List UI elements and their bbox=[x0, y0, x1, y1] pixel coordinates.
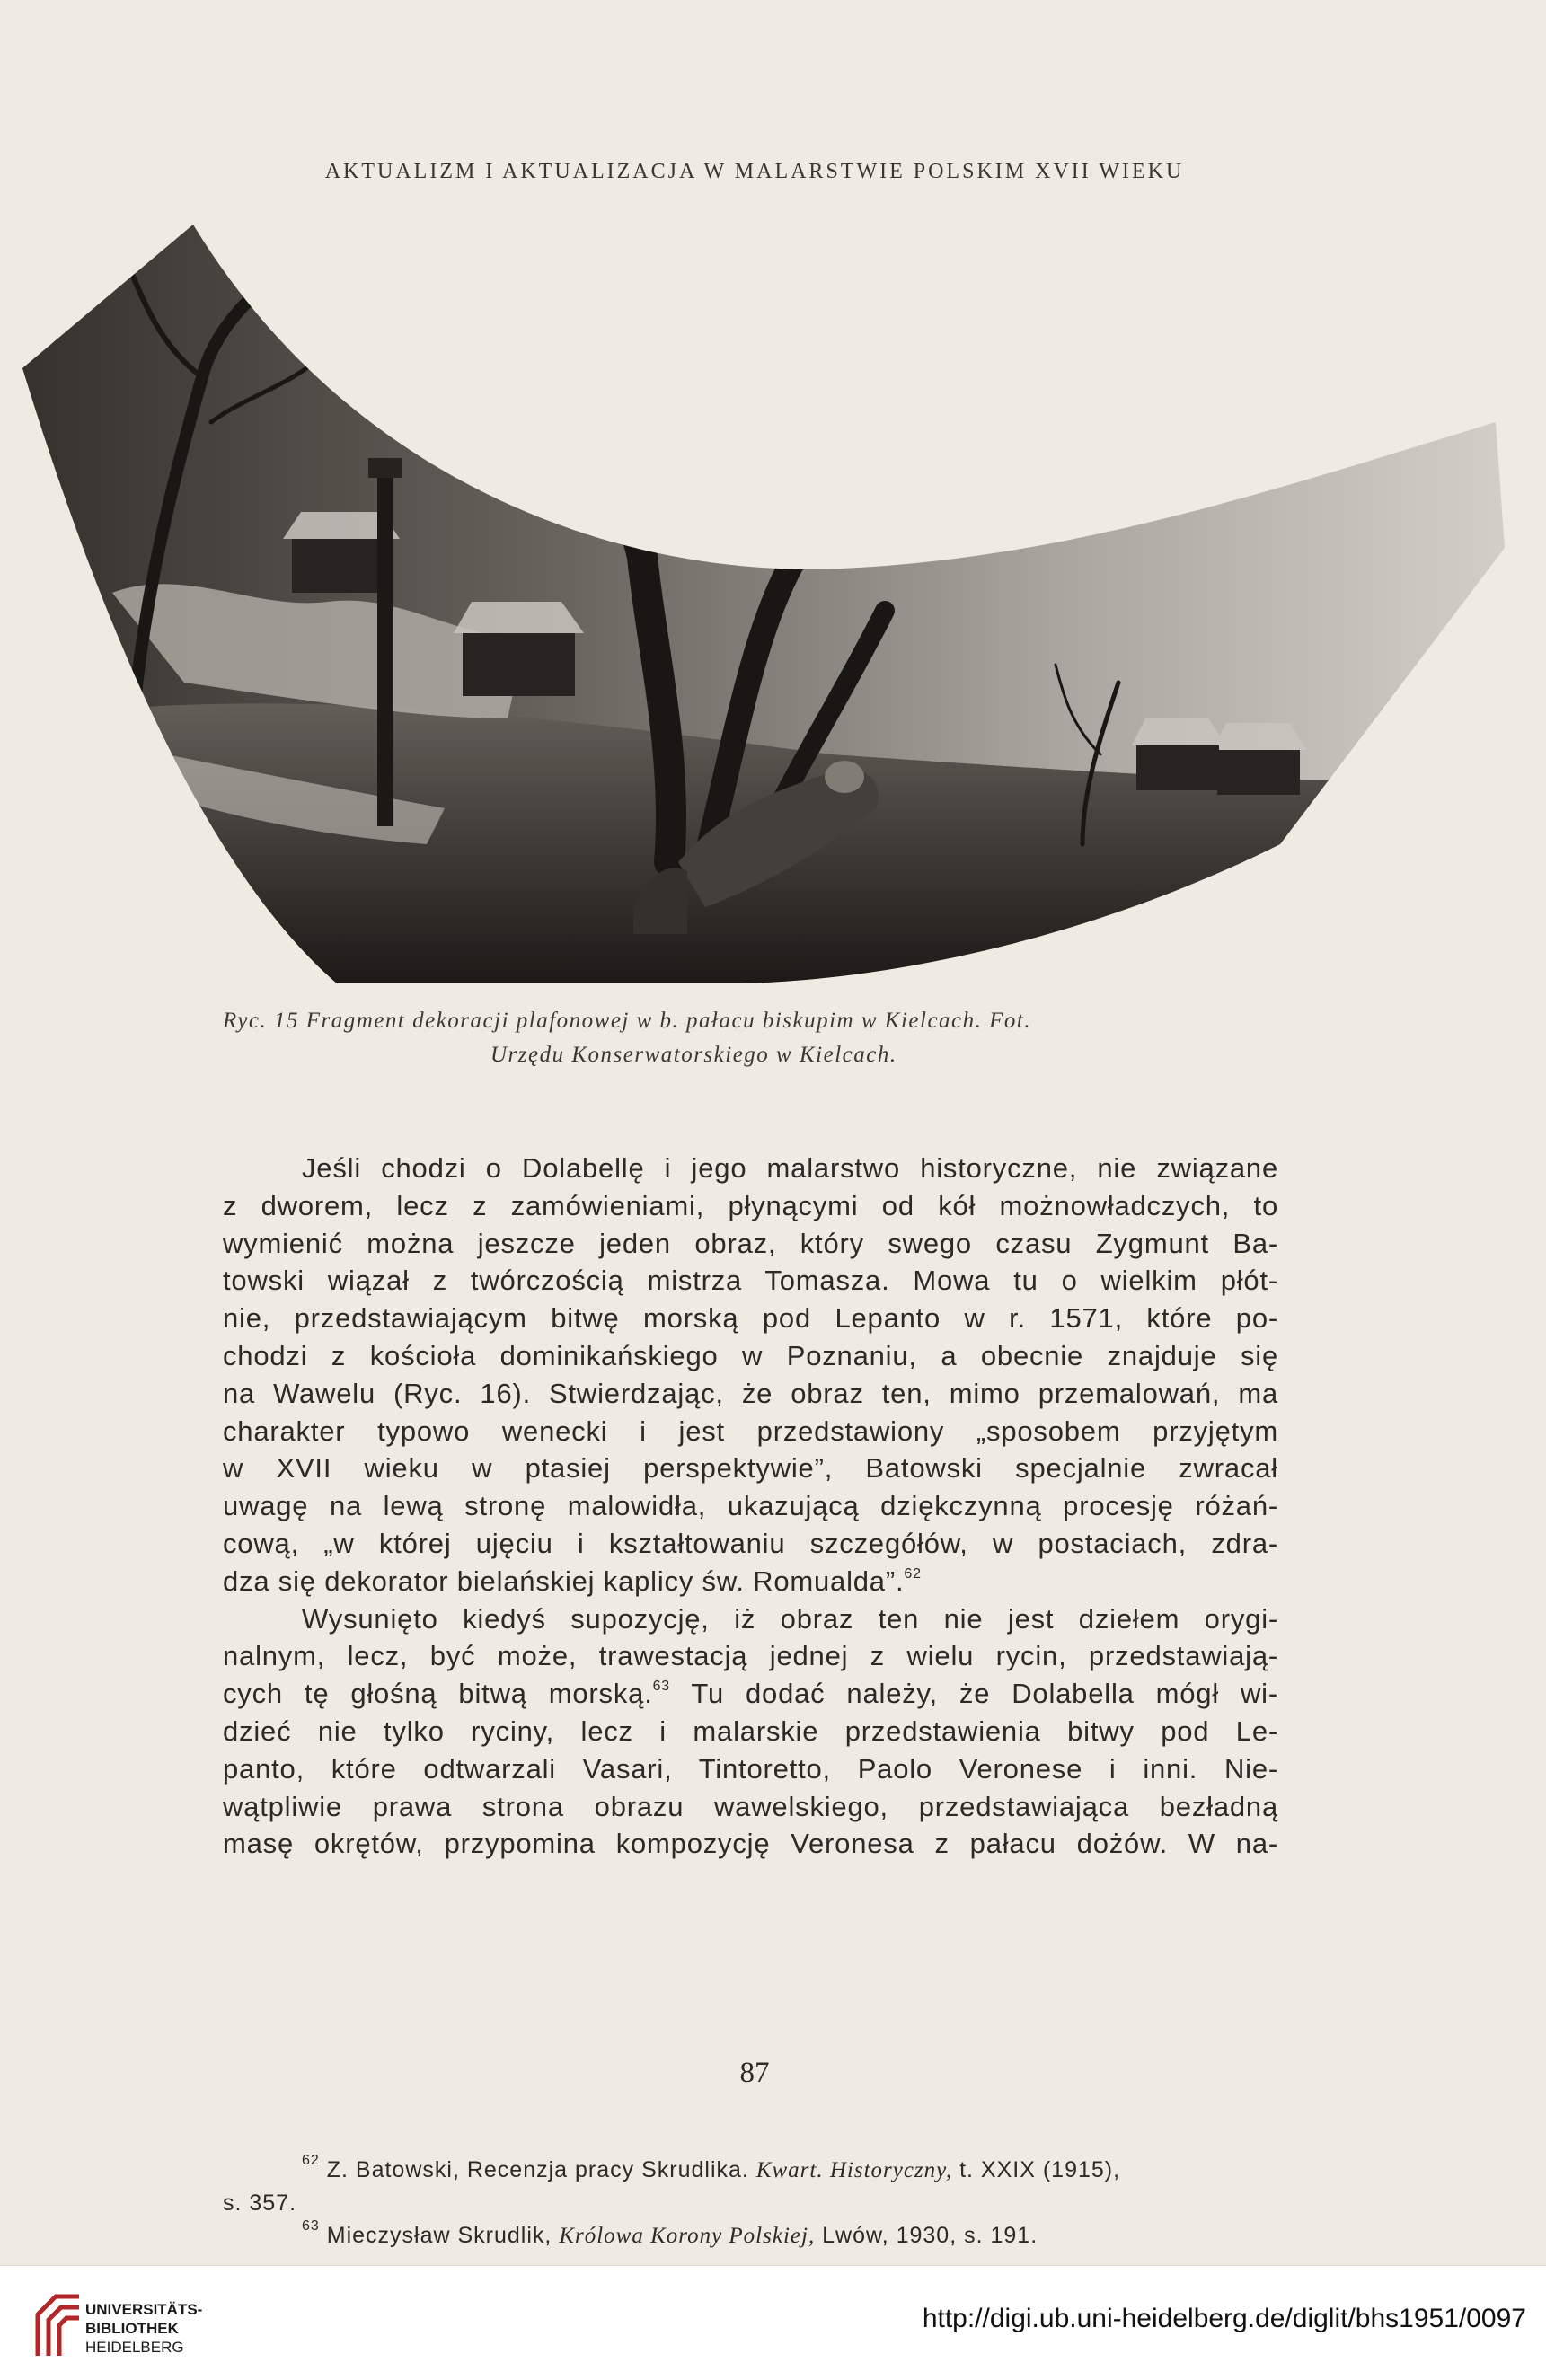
footnote-62-continuation: s. 357. bbox=[223, 2190, 297, 2216]
body-line: na Wawelu (Ryc. 16). Stwierdzając, że obraz ten, mimo przemalowań, ma bbox=[223, 1377, 1278, 1409]
body-line bbox=[223, 1675, 1278, 1713]
footnote-63 bbox=[223, 2219, 1278, 2252]
footnote-text: Lwów, 1930, s. 191. bbox=[822, 2223, 1038, 2248]
library-logo-icon bbox=[27, 2286, 90, 2367]
digitization-footer bbox=[0, 2265, 1546, 2380]
caption-line-2: Urzędu Konserwatorskiego w Kielcach. bbox=[490, 1043, 897, 1067]
body-line: charakter typowo wenecki i jest przedstawiony „sposobem przyjętym bbox=[223, 1415, 1278, 1447]
caption-line-1: Ryc. 15 Fragment dekoracji plafonowej w b. pałacu biskupim w Kielcach. Fot. bbox=[223, 1009, 1032, 1033]
body-line-text: Tu dodać należy, że Dolabella mógł wi- bbox=[670, 1678, 1278, 1710]
body-line: Jeśli chodzi o Dolabellę i jego malarstwo historyczne, nie związane bbox=[302, 1152, 1278, 1184]
footnote-ref-63[interactable]: 63 bbox=[652, 1679, 671, 1695]
body-line: z dworem, lecz z zamówieniami, płynącymi od kół możnowładczych, to bbox=[223, 1189, 1278, 1221]
body-line: nie, przedstawiającym bitwę morską pod Lepanto w r. 1571, które po- bbox=[223, 1302, 1278, 1335]
footnote-text: Mieczysław Skrudlik, bbox=[326, 2223, 552, 2248]
library-name bbox=[85, 2300, 202, 2357]
footnote-ref-62[interactable]: 62 bbox=[904, 1565, 922, 1582]
figure-caption bbox=[223, 1004, 1328, 1072]
body-line: masę okrętów, przypomina kompozycję Veronesa z pałacu dożów. W na- bbox=[223, 1828, 1278, 1860]
body-line bbox=[223, 1563, 1278, 1600]
body-line: dzieć nie tylko ryciny, lecz i malarskie przedstawienia bitwy pod Le- bbox=[223, 1714, 1278, 1747]
body-line: nalnym, lecz, być może, trawestacją jednej z wielu rycin, przedstawiają- bbox=[223, 1640, 1278, 1672]
body-line: uwagę na lewą stronę malowidła, ukazującą dziękczynną procesję różań- bbox=[223, 1490, 1278, 1522]
body-line-text: dza się dekorator bielańskiej kaplicy św. Romualda”. bbox=[223, 1565, 905, 1597]
plafond-painting-image bbox=[22, 216, 1505, 983]
library-name-line: UNIVERSITÄTS- bbox=[85, 2301, 203, 2318]
footnote-book-title: Królowa Korony Polskiej, bbox=[559, 2224, 816, 2248]
body-line-text: cych tę głośną bitwą morską. bbox=[223, 1678, 653, 1710]
footnote-journal-title: Kwart. Historyczny, bbox=[755, 2158, 953, 2182]
body-text bbox=[223, 1150, 1278, 1863]
body-line: chodzi z kościoła dominikańskiego w Poznaniu, a obecnie znajduje się bbox=[223, 1339, 1278, 1371]
body-line: wymienić można jeszcze jeden obraz, który swego czasu Zygmunt Ba- bbox=[223, 1227, 1278, 1259]
library-name-line: HEIDELBERG bbox=[85, 2339, 184, 2356]
body-line: panto, które odtwarzali Vasari, Tintoretto, Paolo Veronese i inni. Nie- bbox=[223, 1752, 1278, 1785]
body-line: towski wiązał z twórczością mistrza Tomasza. Mowa tu o wielkim płót- bbox=[223, 1265, 1278, 1297]
footnotes bbox=[223, 2154, 1278, 2252]
page-number: 87 bbox=[739, 2057, 770, 2089]
footnote-text: Z. Batowski, Recenzja pracy Skrudlika. bbox=[326, 2157, 749, 2182]
body-line: cową, „w której ujęciu i kształtowaniu szczegółów, w postaciach, zdra- bbox=[223, 1527, 1278, 1559]
footnote-text: t. XXIX (1915), bbox=[959, 2157, 1121, 2182]
footnote-62 bbox=[223, 2154, 1278, 2187]
body-line: Wysunięto kiedyś supozycję, iż obraz ten nie jest dziełem orygi- bbox=[302, 1602, 1278, 1635]
body-line: wątpliwie prawa strona obrazu wawelskiego, przedstawiająca bezładną bbox=[223, 1790, 1278, 1822]
body-line: w XVII wieku w ptasiej perspektywie”, Batowski specjalnie zwracał bbox=[223, 1452, 1278, 1485]
permalink-url[interactable]: http://digi.ub.uni-heidelberg.de/diglit/bhs1951/0097 bbox=[922, 2304, 1526, 2333]
running-head: AKTUALIZM I AKTUALIZACJA W MALARSTWIE POLSKIM XVII WIEKU bbox=[324, 160, 1185, 183]
footnote-number: 62 bbox=[302, 2153, 320, 2168]
footnote-number: 63 bbox=[302, 2218, 320, 2234]
library-name-line: BIBLIOTHEK bbox=[85, 2320, 179, 2337]
